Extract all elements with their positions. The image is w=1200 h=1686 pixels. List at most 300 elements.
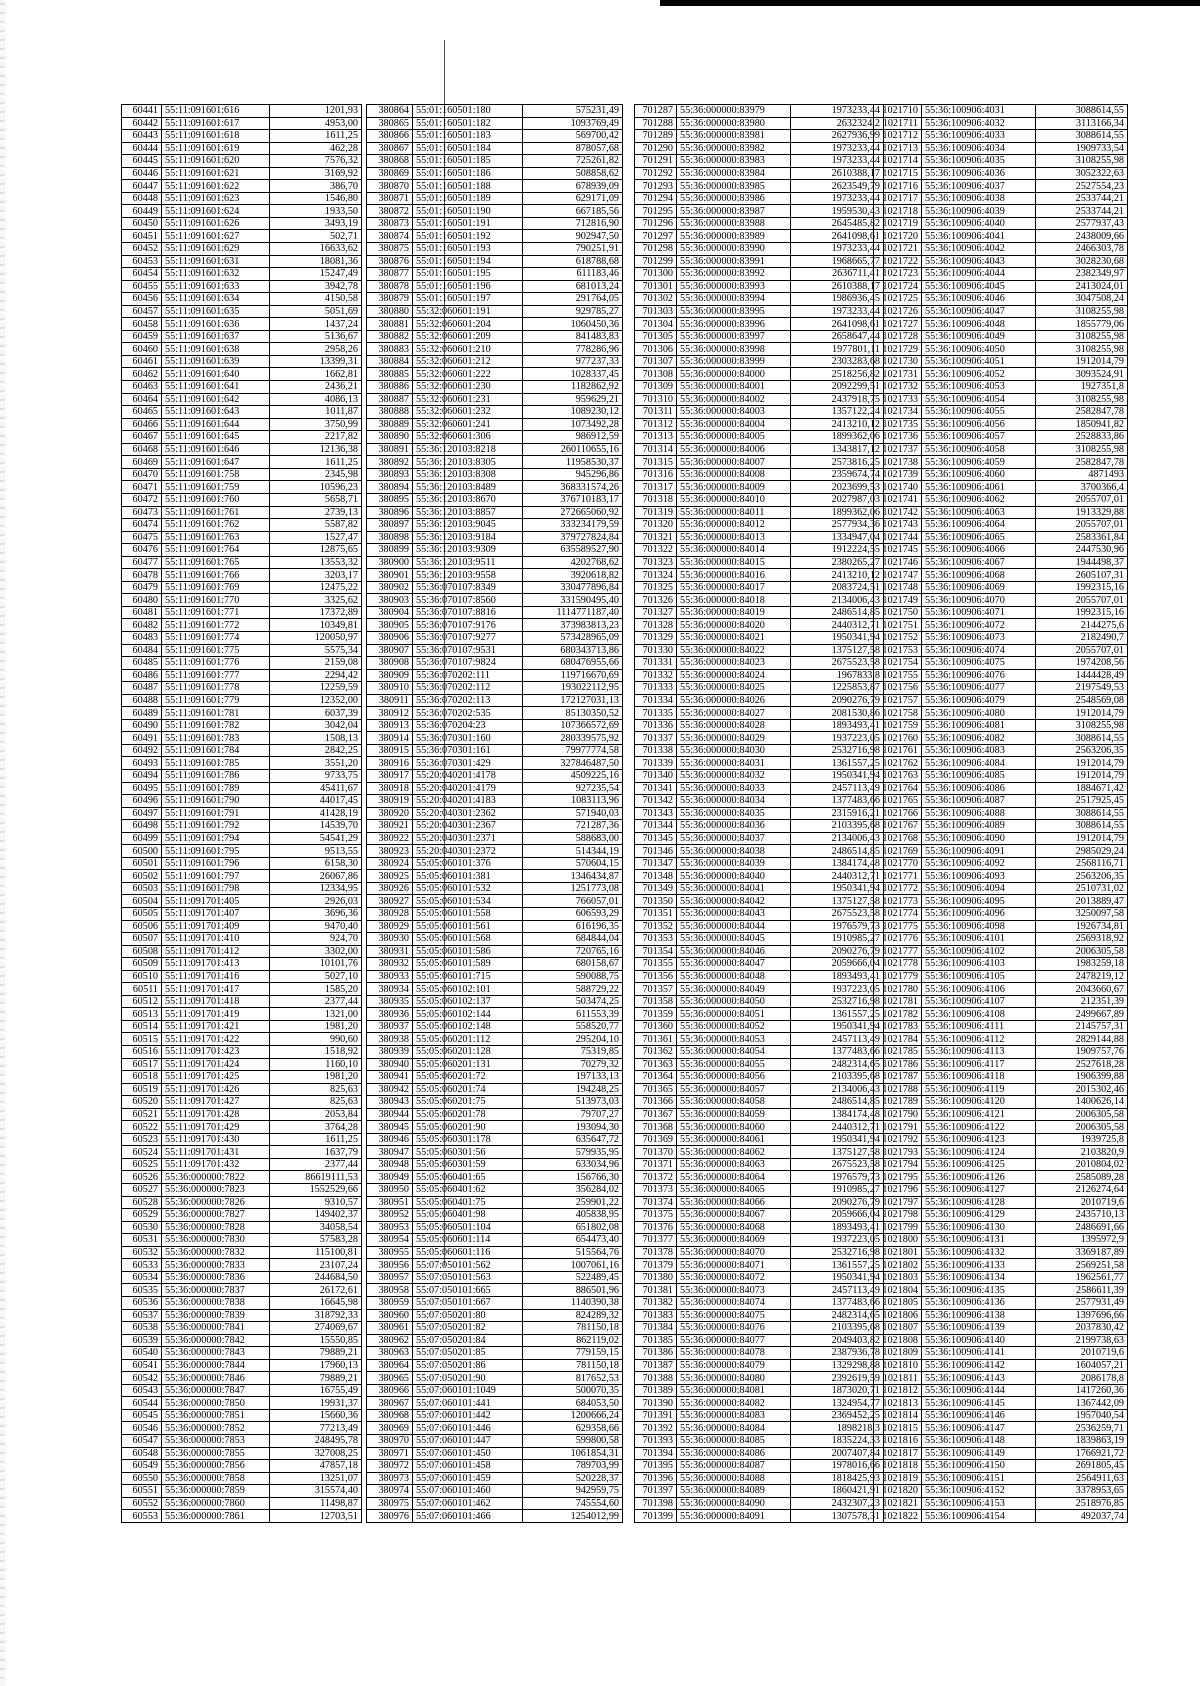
table-row	[874, 343, 1128, 356]
cadastral-number-cell: 55:11:091601:633	[162, 280, 270, 293]
row-number-cell: 701309	[635, 381, 677, 394]
row-number-cell: 1021753	[874, 644, 922, 657]
cadastral-number-cell: 55:36:100906:4133	[922, 1259, 1036, 1272]
cadastral-value-cell: 1182862,92	[523, 381, 623, 394]
cadastral-number-cell: 55:36:100906:4122	[922, 1121, 1036, 1134]
table-row	[635, 1296, 884, 1309]
cadastral-value-cell: 272665060,92	[523, 506, 623, 519]
cadastral-number-cell: 55:36:000000:84037	[677, 832, 791, 845]
row-number-cell: 60473	[122, 506, 162, 519]
table-row	[122, 619, 362, 632]
table-row	[122, 581, 362, 594]
row-number-cell: 380870	[367, 180, 413, 193]
cadastral-value-cell: 2482314,65	[791, 1058, 884, 1071]
table-row	[874, 1372, 1128, 1385]
cadastral-number-cell: 55:36:100906:4066	[922, 544, 1036, 557]
table-row	[635, 970, 884, 983]
row-number-cell: 60446	[122, 167, 162, 180]
cadastral-number-cell: 55:36:000000:7832	[162, 1246, 270, 1259]
cadastral-number-cell: 55:05:060401:65	[413, 1171, 523, 1184]
table-row	[367, 180, 623, 193]
table-row	[122, 795, 362, 808]
row-number-cell: 60525	[122, 1158, 162, 1171]
cadastral-number-cell: 55:36:000000:83997	[677, 330, 791, 343]
cadastral-value-cell: 2345,98	[270, 468, 362, 481]
cadastral-value-cell: 9733,75	[270, 769, 362, 782]
cadastral-value-cell: 2440312,71	[791, 870, 884, 883]
cadastral-number-cell: 55:36:000000:84071	[677, 1259, 791, 1272]
table-row	[122, 908, 362, 921]
cadastral-value-cell: 1343817,12	[791, 443, 884, 456]
table-row	[874, 1020, 1128, 1033]
table-row	[122, 1434, 362, 1447]
table-row	[635, 719, 884, 732]
cadastral-value-cell: 1884671,42	[1036, 782, 1128, 795]
cadastral-value-cell: 3108255,98	[1036, 330, 1128, 343]
table-row	[122, 1409, 362, 1422]
cadastral-value-cell: 2432307,23	[791, 1497, 884, 1510]
cadastral-number-cell: 55:01:160501:184	[413, 142, 523, 155]
cadastral-number-cell: 55:07:050101:667	[413, 1296, 523, 1309]
cadastral-value-cell: 2457113,49	[791, 1033, 884, 1046]
cadastral-value-cell: 2413210,12	[791, 569, 884, 582]
cadastral-number-cell: 55:36:100906:4085	[922, 769, 1036, 782]
table-row	[874, 870, 1128, 883]
table-row	[635, 142, 884, 155]
cadastral-number-cell: 55:05:060201:75	[413, 1096, 523, 1109]
cadastral-number-cell: 55:11:091701:431	[162, 1146, 270, 1159]
cadastral-number-cell: 55:36:000000:84064	[677, 1171, 791, 1184]
cadastral-value-cell: 1950341,94	[791, 769, 884, 782]
table-row	[635, 882, 884, 895]
cadastral-value-cell: 9513,55	[270, 845, 362, 858]
row-number-cell: 380879	[367, 293, 413, 306]
cadastral-number-cell: 55:36:100906:4071	[922, 606, 1036, 619]
row-number-cell: 701370	[635, 1146, 677, 1159]
row-number-cell: 380926	[367, 882, 413, 895]
cadastral-number-cell: 55:36:100906:4103	[922, 958, 1036, 971]
table-row	[367, 418, 623, 431]
cadastral-value-cell: 1611,25	[270, 1133, 362, 1146]
table-row	[122, 531, 362, 544]
cadastral-number-cell: 55:07:060101:466	[413, 1510, 523, 1523]
table-row	[874, 1334, 1128, 1347]
cadastral-value-cell: 13399,31	[270, 355, 362, 368]
table-row	[635, 1422, 884, 1435]
cadastral-number-cell: 55:20:040301:2371	[413, 832, 523, 845]
cadastral-number-cell: 55:32:060601:230	[413, 381, 523, 394]
cadastral-value-cell: 260110655,16	[523, 443, 623, 456]
row-number-cell: 701330	[635, 644, 677, 657]
cadastral-value-cell: 2536259,71	[1036, 1422, 1128, 1435]
table-row	[635, 1146, 884, 1159]
cadastral-value-cell: 2377,44	[270, 995, 362, 1008]
row-number-cell: 1021749	[874, 594, 922, 607]
cadastral-number-cell: 55:11:091601:778	[162, 682, 270, 695]
cadastral-number-cell: 55:36:000000:83981	[677, 130, 791, 143]
cadastral-value-cell: 684053,50	[523, 1397, 623, 1410]
table-row	[635, 105, 884, 118]
cadastral-number-cell: 55:36:100906:4036	[922, 167, 1036, 180]
cadastral-value-cell: 2059666,04	[791, 1209, 884, 1222]
cadastral-number-cell: 55:32:060601:241	[413, 418, 523, 431]
cadastral-number-cell: 55:11:091601:774	[162, 631, 270, 644]
cadastral-number-cell: 55:36:100906:4154	[922, 1510, 1036, 1523]
cadastral-value-cell: 522489,45	[523, 1271, 623, 1284]
cadastral-value-cell: 2466303,78	[1036, 243, 1128, 256]
table-row	[367, 117, 623, 130]
cadastral-value-cell: 1939725,8	[1036, 1133, 1128, 1146]
row-number-cell: 380866	[367, 130, 413, 143]
table-row	[874, 205, 1128, 218]
cadastral-number-cell: 55:36:100906:4118	[922, 1071, 1036, 1084]
cadastral-number-cell: 55:36:000000:83994	[677, 293, 791, 306]
row-number-cell: 60518	[122, 1071, 162, 1084]
table-row	[367, 832, 623, 845]
row-number-cell: 1021820	[874, 1485, 922, 1498]
row-number-cell: 701289	[635, 130, 677, 143]
cadastral-value-cell: 1093769,49	[523, 117, 623, 130]
cadastral-number-cell: 55:11:091701:413	[162, 958, 270, 971]
row-number-cell: 701292	[635, 167, 677, 180]
row-number-cell: 380875	[367, 243, 413, 256]
table-row	[122, 1083, 362, 1096]
cadastral-number-cell: 55:07:060101:462	[413, 1497, 523, 1510]
cadastral-number-cell: 55:36:100906:4091	[922, 845, 1036, 858]
row-number-cell: 701313	[635, 431, 677, 444]
table-row	[635, 406, 884, 419]
row-number-cell: 60452	[122, 243, 162, 256]
cadastral-value-cell: 492037,74	[1036, 1510, 1128, 1523]
cadastral-number-cell: 55:36:100906:4057	[922, 431, 1036, 444]
cadastral-number-cell: 55:36:000000:7851	[162, 1409, 270, 1422]
row-number-cell: 701334	[635, 694, 677, 707]
table-row	[122, 155, 362, 168]
table-row	[874, 1497, 1128, 1510]
table-row	[367, 606, 623, 619]
row-number-cell: 701308	[635, 368, 677, 381]
row-number-cell: 380889	[367, 418, 413, 431]
cadastral-number-cell: 55:36:100906:4050	[922, 343, 1036, 356]
row-number-cell: 701324	[635, 569, 677, 582]
row-number-cell: 701348	[635, 870, 677, 883]
row-number-cell: 701345	[635, 832, 677, 845]
cadastral-value-cell: 1361557,25	[791, 1008, 884, 1021]
row-number-cell: 1021806	[874, 1309, 922, 1322]
row-number-cell: 1021821	[874, 1497, 922, 1510]
row-number-cell: 1021793	[874, 1146, 922, 1159]
table-row	[367, 1284, 623, 1297]
table-row	[874, 1158, 1128, 1171]
row-number-cell: 701339	[635, 757, 677, 770]
cadastral-value-cell: 2086178,8	[1036, 1372, 1128, 1385]
cadastral-number-cell: 55:36:100906:4113	[922, 1046, 1036, 1059]
table-row	[874, 857, 1128, 870]
cadastral-value-cell: 635589527,90	[523, 544, 623, 557]
cadastral-value-cell: 2658647,44	[791, 330, 884, 343]
cadastral-number-cell: 55:36:100906:4060	[922, 468, 1036, 481]
table-row	[367, 644, 623, 657]
cadastral-value-cell: 2055707,01	[1036, 644, 1128, 657]
row-number-cell: 701300	[635, 268, 677, 281]
cadastral-number-cell: 55:36:000000:84039	[677, 857, 791, 870]
table-row	[635, 519, 884, 532]
row-number-cell: 701333	[635, 682, 677, 695]
cadastral-value-cell: 373983813,23	[523, 619, 623, 632]
cadastral-value-cell: 2134006,43	[791, 594, 884, 607]
table-row	[635, 682, 884, 695]
cadastral-number-cell: 55:36:100906:4065	[922, 531, 1036, 544]
table-row	[367, 933, 623, 946]
cadastral-number-cell: 55:05:060201:131	[413, 1058, 523, 1071]
cadastral-value-cell: 3108255,98	[1036, 393, 1128, 406]
cadastral-value-cell: 986912,59	[523, 431, 623, 444]
row-number-cell: 380900	[367, 556, 413, 569]
table-row	[874, 1397, 1128, 1410]
cadastral-value-cell: 3378953,65	[1036, 1485, 1128, 1498]
cadastral-number-cell: 55:36:100906:4112	[922, 1033, 1036, 1046]
cadastral-value-cell: 514344,19	[523, 845, 623, 858]
table-row	[874, 481, 1128, 494]
cadastral-value-cell: 2532716,98	[791, 1246, 884, 1259]
cadastral-value-cell: 2145757,31	[1036, 1020, 1128, 1033]
cadastral-number-cell: 55:36:000000:84011	[677, 506, 791, 519]
cadastral-number-cell: 55:36:000000:84083	[677, 1409, 791, 1422]
row-number-cell: 380927	[367, 895, 413, 908]
row-number-cell: 701319	[635, 506, 677, 519]
register-table-4	[873, 104, 1128, 1523]
table-row	[635, 1322, 884, 1335]
cadastral-number-cell: 55:11:091601:619	[162, 142, 270, 155]
cadastral-number-cell: 55:36:100906:4153	[922, 1497, 1036, 1510]
cadastral-value-cell: 2632324,2	[791, 117, 884, 130]
cadastral-value-cell: 2533744,21	[1036, 205, 1128, 218]
cadastral-value-cell: 2006305,58	[1036, 1108, 1128, 1121]
row-number-cell: 60539	[122, 1334, 162, 1347]
row-number-cell: 380938	[367, 1033, 413, 1046]
cadastral-value-cell: 75319,85	[523, 1046, 623, 1059]
row-number-cell: 60458	[122, 318, 162, 331]
cadastral-value-cell: 1061854,31	[523, 1447, 623, 1460]
cadastral-value-cell: 1957040,54	[1036, 1409, 1128, 1422]
cadastral-number-cell: 55:36:000000:7852	[162, 1422, 270, 1435]
row-number-cell: 701307	[635, 355, 677, 368]
cadastral-number-cell: 55:05:060301:56	[413, 1146, 523, 1159]
cadastral-number-cell: 55:11:091601:763	[162, 531, 270, 544]
cadastral-value-cell: 107366572,69	[523, 719, 623, 732]
cadastral-number-cell: 55:20:040301:2362	[413, 807, 523, 820]
cadastral-value-cell: 18081,36	[270, 255, 362, 268]
table-row	[635, 243, 884, 256]
table-row	[367, 1171, 623, 1184]
cadastral-number-cell: 55:20:040201:4178	[413, 769, 523, 782]
cadastral-number-cell: 55:36:000000:84001	[677, 381, 791, 394]
cadastral-value-cell: 376710183,17	[523, 493, 623, 506]
table-row	[122, 970, 362, 983]
table-row	[635, 995, 884, 1008]
row-number-cell: 380946	[367, 1133, 413, 1146]
cadastral-number-cell: 55:36:000000:7856	[162, 1460, 270, 1473]
table-row	[874, 1359, 1128, 1372]
row-number-cell: 380894	[367, 481, 413, 494]
cadastral-number-cell: 55:36:000000:83982	[677, 142, 791, 155]
row-number-cell: 701394	[635, 1447, 677, 1460]
table-row	[122, 920, 362, 933]
cadastral-number-cell: 55:36:000000:84018	[677, 594, 791, 607]
cadastral-number-cell: 55:11:091701:426	[162, 1083, 270, 1096]
cadastral-number-cell: 55:36:000000:7823	[162, 1184, 270, 1197]
cadastral-value-cell: 2392619,59	[791, 1372, 884, 1385]
table-row	[635, 1171, 884, 1184]
cadastral-value-cell: 611183,46	[523, 268, 623, 281]
cadastral-value-cell: 3302,00	[270, 945, 362, 958]
cadastral-number-cell: 55:01:160501:183	[413, 130, 523, 143]
row-number-cell: 1021727	[874, 318, 922, 331]
cadastral-number-cell: 55:36:000000:7860	[162, 1497, 270, 1510]
cadastral-value-cell: 945296,86	[523, 468, 623, 481]
table-row	[367, 556, 623, 569]
cadastral-value-cell: 1346434,87	[523, 870, 623, 883]
row-number-cell: 701325	[635, 581, 677, 594]
table-row	[635, 293, 884, 306]
row-number-cell: 1021735	[874, 418, 922, 431]
cadastral-value-cell: 2675523,58	[791, 657, 884, 670]
table-row	[635, 619, 884, 632]
cadastral-number-cell: 55:11:091701:430	[162, 1133, 270, 1146]
cadastral-value-cell: 17960,13	[270, 1359, 362, 1372]
table-row	[635, 669, 884, 682]
table-row	[367, 1046, 623, 1059]
table-row	[874, 920, 1128, 933]
table-row	[122, 857, 362, 870]
cadastral-value-cell: 2478219,12	[1036, 970, 1128, 983]
cadastral-number-cell: 55:11:091601:776	[162, 657, 270, 670]
table-row	[874, 719, 1128, 732]
cadastral-number-cell: 55:36:000000:84079	[677, 1359, 791, 1372]
cadastral-value-cell: 2641098,61	[791, 318, 884, 331]
cadastral-number-cell: 55:05:060102:148	[413, 1020, 523, 1033]
table-row	[367, 1347, 623, 1360]
cadastral-number-cell: 55:11:091601:646	[162, 443, 270, 456]
row-number-cell: 380971	[367, 1447, 413, 1460]
table-row	[635, 167, 884, 180]
register-table-3	[634, 104, 884, 1523]
cadastral-number-cell: 55:36:000000:84005	[677, 431, 791, 444]
cadastral-number-cell: 55:11:091601:794	[162, 832, 270, 845]
table-row	[122, 845, 362, 858]
row-number-cell: 701304	[635, 318, 677, 331]
row-number-cell: 60486	[122, 669, 162, 682]
cadastral-value-cell: 9470,40	[270, 920, 362, 933]
table-row	[367, 1209, 623, 1222]
cadastral-number-cell: 55:36:000000:84017	[677, 581, 791, 594]
cadastral-value-cell: 789703,99	[523, 1460, 623, 1473]
cadastral-number-cell: 55:05:060101:715	[413, 970, 523, 983]
row-number-cell: 380936	[367, 1008, 413, 1021]
row-number-cell: 380911	[367, 694, 413, 707]
cadastral-value-cell: 2055707,01	[1036, 594, 1128, 607]
cadastral-number-cell: 55:36:000000:7839	[162, 1309, 270, 1322]
table-row	[874, 983, 1128, 996]
table-row	[122, 1447, 362, 1460]
row-number-cell: 380933	[367, 970, 413, 983]
cadastral-number-cell: 55:11:091601:643	[162, 406, 270, 419]
cadastral-number-cell: 55:36:100906:4134	[922, 1271, 1036, 1284]
row-number-cell: 701398	[635, 1497, 677, 1510]
cadastral-value-cell: 1611,25	[270, 130, 362, 143]
table-row	[367, 167, 623, 180]
table-row	[367, 594, 623, 607]
table-row	[367, 795, 623, 808]
row-number-cell: 1021729	[874, 343, 922, 356]
table-row	[122, 1071, 362, 1084]
cadastral-value-cell: 1007061,16	[523, 1259, 623, 1272]
cadastral-number-cell: 55:36:000000:7859	[162, 1485, 270, 1498]
table-row	[367, 142, 623, 155]
table-row	[874, 531, 1128, 544]
cadastral-number-cell: 55:36:100906:4139	[922, 1322, 1036, 1335]
cadastral-number-cell: 55:36:000000:84072	[677, 1271, 791, 1284]
cadastral-value-cell: 3088614,55	[1036, 130, 1128, 143]
table-row	[874, 1510, 1128, 1523]
cadastral-value-cell: 2482314,65	[791, 1309, 884, 1322]
row-number-cell: 60515	[122, 1033, 162, 1046]
table-row	[367, 155, 623, 168]
cadastral-value-cell: 1974208,56	[1036, 657, 1128, 670]
cadastral-value-cell: 1329298,88	[791, 1359, 884, 1372]
table-row	[367, 1221, 623, 1234]
row-number-cell: 380922	[367, 832, 413, 845]
cadastral-number-cell: 55:36:000000:84051	[677, 1008, 791, 1021]
cadastral-value-cell: 41428,19	[270, 807, 362, 820]
cadastral-number-cell: 55:32:060601:222	[413, 368, 523, 381]
row-number-cell: 380955	[367, 1246, 413, 1259]
cadastral-value-cell: 3113166,34	[1036, 117, 1128, 130]
cadastral-number-cell: 55:36:100906:4101	[922, 933, 1036, 946]
row-number-cell: 380941	[367, 1071, 413, 1084]
table-row	[635, 1347, 884, 1360]
table-row	[122, 782, 362, 795]
row-number-cell: 1021805	[874, 1296, 922, 1309]
row-number-cell: 701358	[635, 995, 677, 1008]
table-row	[367, 631, 623, 644]
row-number-cell: 1021720	[874, 230, 922, 243]
cadastral-value-cell: 2645485,82	[791, 217, 884, 230]
row-number-cell: 701288	[635, 117, 677, 130]
cadastral-number-cell: 55:05:060301:59	[413, 1158, 523, 1171]
cadastral-number-cell: 55:05:060101:568	[413, 933, 523, 946]
cadastral-number-cell: 55:11:091601:775	[162, 644, 270, 657]
table-row	[122, 895, 362, 908]
cadastral-number-cell: 55:36:000000:84084	[677, 1422, 791, 1435]
cadastral-value-cell: 712816,90	[523, 217, 623, 230]
row-number-cell: 380949	[367, 1171, 413, 1184]
cadastral-number-cell: 55:36:070107:9176	[413, 619, 523, 632]
cadastral-value-cell: 1444428,49	[1036, 669, 1128, 682]
cadastral-value-cell: 2387936,78	[791, 1347, 884, 1360]
cadastral-number-cell: 55:11:091601:792	[162, 820, 270, 833]
table-row	[122, 1510, 362, 1523]
table-row	[874, 594, 1128, 607]
cadastral-value-cell: 1508,13	[270, 732, 362, 745]
cadastral-value-cell: 573428965,09	[523, 631, 623, 644]
table-row	[874, 1096, 1128, 1109]
row-number-cell: 701385	[635, 1334, 677, 1347]
cadastral-number-cell: 55:05:060201:74	[413, 1083, 523, 1096]
cadastral-value-cell: 745554,60	[523, 1497, 623, 1510]
table-row	[635, 393, 884, 406]
row-number-cell: 1021771	[874, 870, 922, 883]
